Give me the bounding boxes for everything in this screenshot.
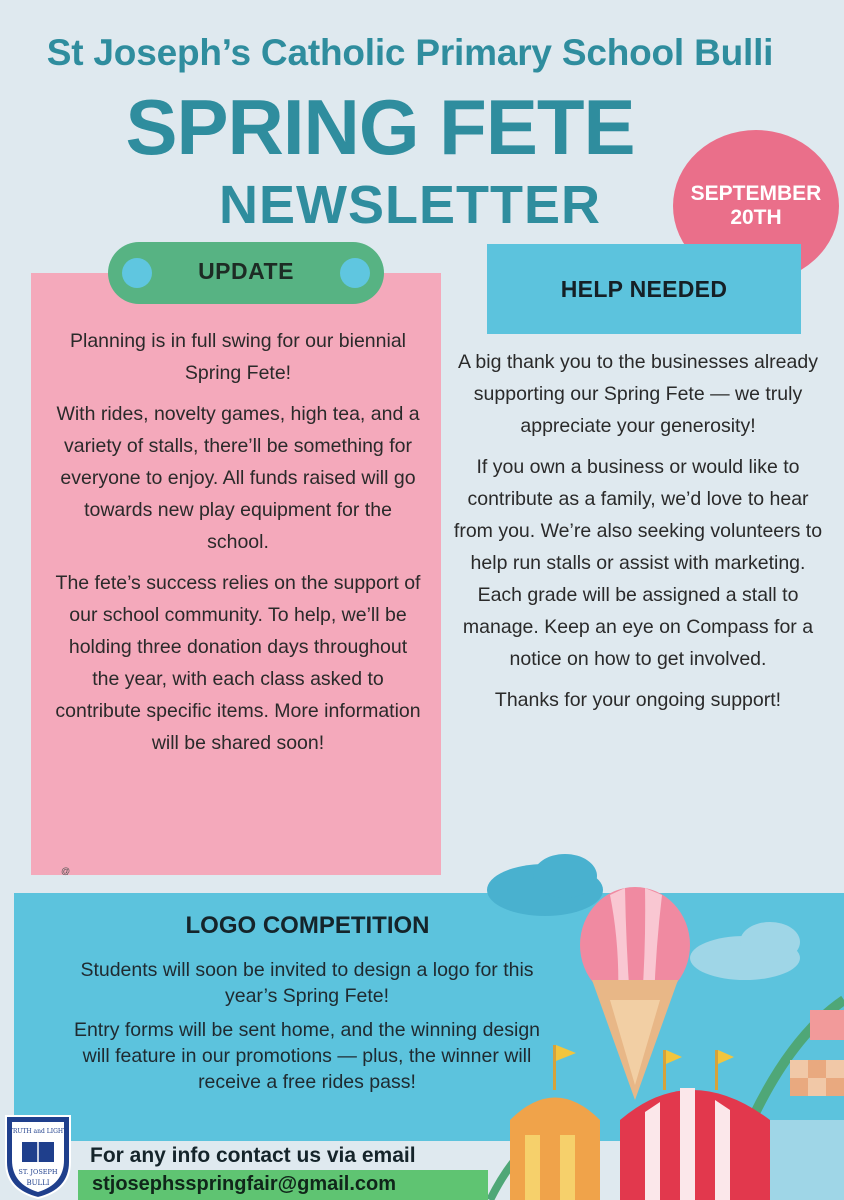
logo-paragraph: Students will soon be invited to design a logo for this year’s Spring Fete! [80,959,534,1007]
school-name: St Joseph’s Catholic Primary School Bulli [46,32,774,73]
help-paragraph: Thanks for your ongoing support! [494,689,782,711]
flag-icon [663,1050,682,1090]
crest-motto: TRUTH and LIGHT [8,1128,68,1135]
crest-name: ST. JOSEPH [18,1168,58,1176]
logo-competition-heading: LOGO COMPETITION [185,912,430,939]
logo-paragraph: Entry forms will be sent home, and the winning design will feature in our promotions — plus, the winner will receive a free rides pass! [73,1019,541,1093]
flag-icon [553,1045,576,1090]
fete-title: SPRING FETE [125,83,635,171]
help-heading-box [487,244,801,334]
help-heading: HELP NEEDED [560,276,728,302]
newsletter-title: NEWSLETTER [219,175,601,235]
update-heading-pill [108,242,384,304]
cloud-icon [690,922,800,980]
update-paragraph: The fete’s success relies on the support of our school community. To help, we’ll be holding three donation days throughout the year, with each class asked to contribute specific items. More information will be shared soon! [55,572,421,754]
help-paragraph: If you own a business or would like to contribute as a family, we’d love to hear from you. We’re also seeking volunteers to help run stalls or assist with marketing. Each grade will be assigned a stall to manage. Keep an eye on Compass for a notice on how to get involved. [453,456,823,670]
update-paragraph: With rides, novelty games, high tea, and a variety of stalls, there’ll be something for everyone to enjoy. All funds raised will go towards new play equipment for the school. [56,403,420,553]
help-body [452,346,824,725]
circus-tent-icon [510,1098,600,1200]
circus-tent-icon [620,1088,770,1200]
crest-place: BULLI [26,1179,50,1187]
school-crest-logo [0,1112,76,1200]
flag-icon [715,1050,734,1090]
update-heading: UPDATE [198,258,294,284]
date-text: SEPTEMBER 20TH [690,181,822,229]
contact-label: For any info contact us via email [78,1144,488,1172]
update-paragraph: Planning is in full swing for our biennial Spring Fete! [69,330,407,384]
logo-competition-body [66,957,548,1103]
update-body [53,325,423,768]
contact-email[interactable]: stjosephsspringfair@gmail.com [78,1170,488,1200]
hot-air-balloon-icon [580,887,690,1100]
update-corner-mark: @ [61,866,71,876]
cloud-icon [487,854,603,916]
help-paragraph: A big thank you to the businesses already supporting our Spring Fete — we truly appreciate your generosity! [458,351,818,437]
